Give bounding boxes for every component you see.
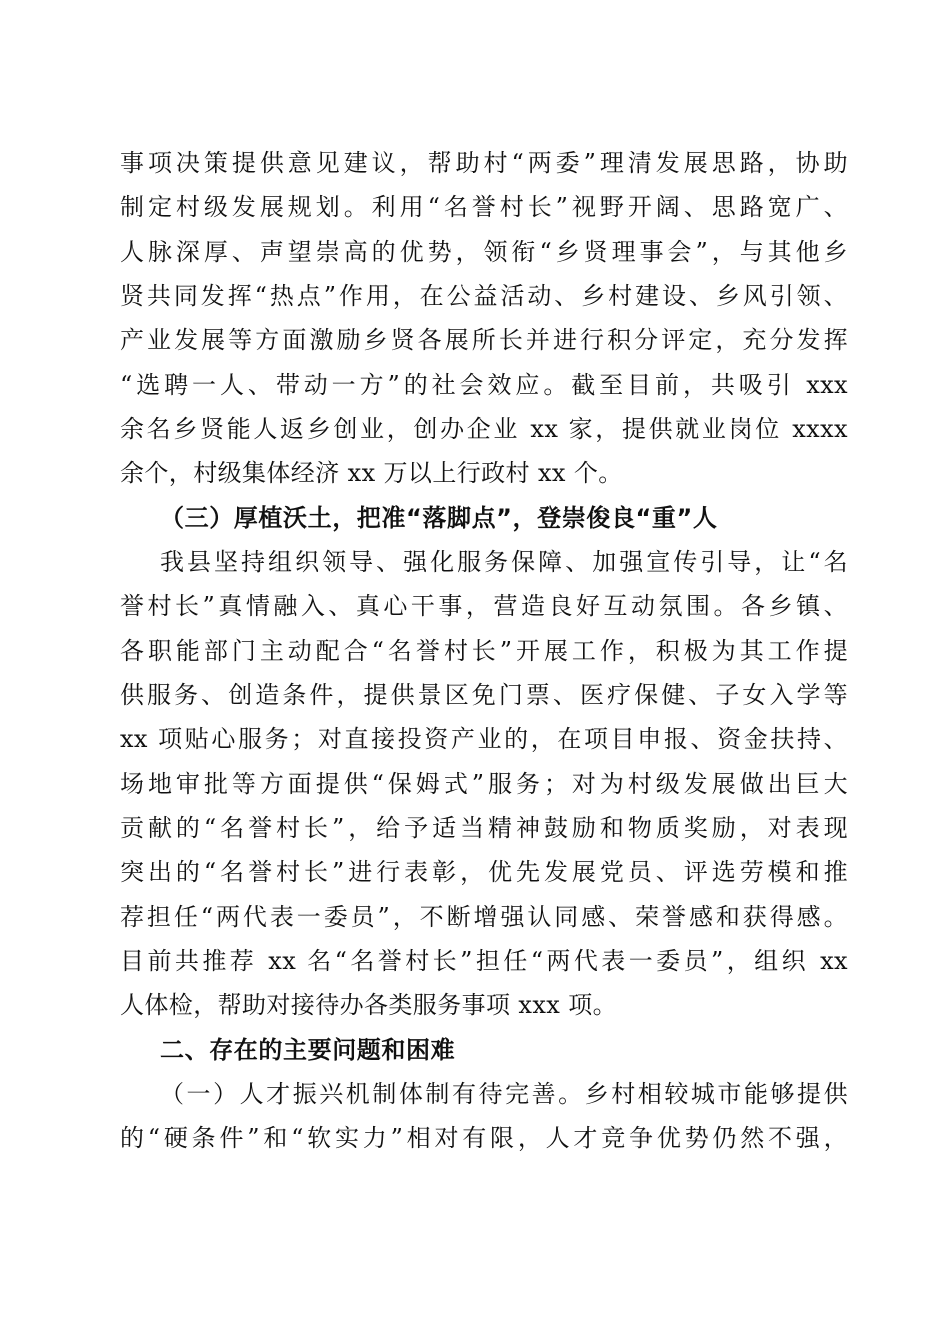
paragraph-line: 贡献的“名誉村长”，给予适当精神鼓励和物质奖励，对表现: [120, 814, 848, 842]
paragraph-line: 供服务、创造条件，提供景区免门票、医疗保健、子女入学等: [120, 681, 848, 709]
paragraph-line: 贤共同发挥“热点”作用，在公益活动、乡村建设、乡风引领、: [120, 282, 848, 310]
paragraph-line: 余名乡贤能人返乡创业，创办企业 xx 家，提供就业岗位 xxxx: [120, 415, 848, 443]
paragraph-line: 人脉深厚、声望崇高的优势，领衔“乡贤理事会”，与其他乡: [120, 238, 848, 266]
paragraph-line: 荐担任“两代表一委员”，不断增强认同感、荣誉感和获得感。: [120, 903, 848, 931]
paragraph-line: “选聘一人、带动一方”的社会效应。截至目前，共吸引 xxx: [120, 371, 848, 399]
paragraph-line: 各职能部门主动配合“名誉村长”开展工作，积极为其工作提: [120, 637, 848, 665]
paragraph-line: 产业发展等方面激励乡贤各展所长并进行积分评定，充分发挥: [120, 326, 848, 354]
paragraph-line: 目前共推荐 xx 名“名誉村长”担任“两代表一委员”，组织 xx: [120, 947, 848, 975]
section-heading-2: 二、存在的主要问题和困难: [160, 1036, 456, 1064]
paragraph-line-last: 人体检，帮助对接待办各类服务事项 xxx 项。: [120, 991, 618, 1019]
paragraph-line: 制定村级发展规划。利用“名誉村长”视野开阔、思路宽广、: [120, 193, 848, 221]
section-heading-3: （三）厚植沃土，把准“落脚点”，登崇俊良“重”人: [160, 504, 718, 532]
paragraph-line-last: 余个，村级集体经济 xx 万以上行政村 xx 个。: [120, 459, 623, 487]
paragraph-line: 誉村长”真情融入、真心干事，营造良好互动氛围。各乡镇、: [120, 592, 848, 620]
paragraph-line-first: （一）人才振兴机制体制有待完善。乡村相较城市能够提供: [160, 1080, 848, 1108]
paragraph-line-first: 我县坚持组织领导、强化服务保障、加强宣传引导，让“名: [160, 548, 848, 576]
paragraph-line: 的“硬条件”和“软实力”相对有限，人才竞争优势仍然不强，: [120, 1124, 848, 1152]
paragraph-line: 场地审批等方面提供“保姆式”服务；对为村级发展做出巨大: [120, 770, 848, 798]
paragraph-line: 事项决策提供意见建议，帮助村“两委”理清发展思路，协助: [120, 149, 848, 177]
paragraph-line: 突出的“名誉村长”进行表彰，优先发展党员、评选劳模和推: [120, 858, 848, 886]
paragraph-line: xx 项贴心服务；对直接投资产业的，在项目申报、资金扶持、: [120, 725, 848, 753]
